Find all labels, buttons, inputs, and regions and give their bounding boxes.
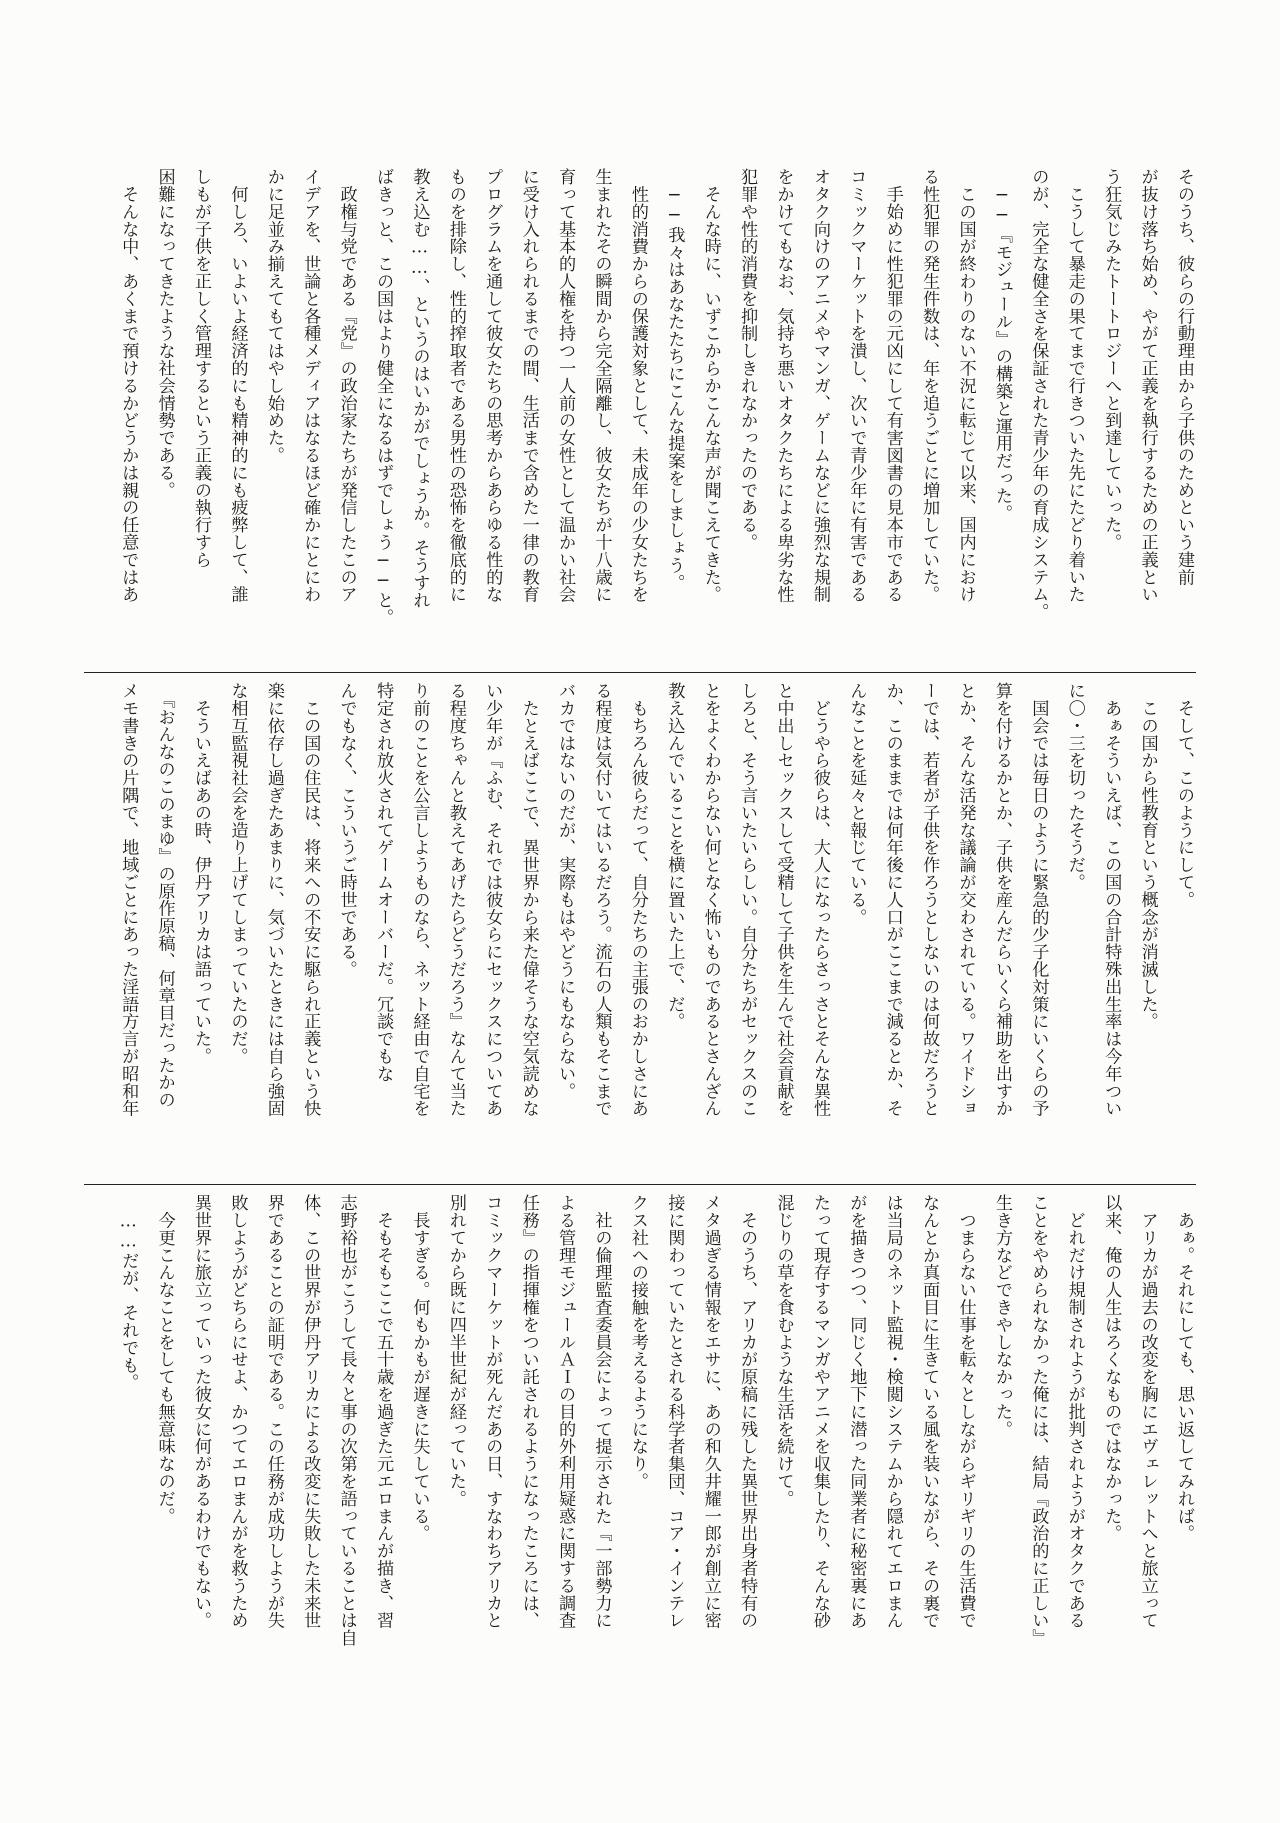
text-line: ……だが、それでも。 (118, 1194, 139, 1391)
text-line: そんな中、あくまで預けるかどうかは親の任意ではあ (118, 168, 139, 603)
text-line: ──『モジュール』の構築と運用だった。 (991, 168, 1012, 522)
text-line: そして、このようにして。 (1174, 682, 1194, 909)
text-line: る性犯罪の発生件数は、年を追うごとに増加していた。 (919, 168, 940, 603)
text-line: 教え込む……、というのはいかがでしょうか。そうすれ (409, 168, 430, 609)
text-line: のが、完全な健全さを保証された青少年の育成システム。 (1028, 168, 1049, 621)
text-line: は当局のネット監視・検閲システムから隠れてエロまん (882, 1194, 903, 1629)
text-line: に〇・三を切ったそうだ。 (1064, 682, 1085, 891)
text-line: たとえばここで、異世界から来た偉そうな空気読めな (518, 682, 539, 1117)
text-line: をかけてもなお、気持ち悪いオタクたちによる卑劣な性 (773, 168, 794, 603)
text-line: ーでは、若者が子供を作ろうとしないのは何故だろうと (919, 682, 940, 1117)
text-line: い少年が『ふむ、それでは彼女らにセックスについてあ (482, 682, 503, 1117)
text-line: そういえばあの時、伊丹アリカは語っていた。 (191, 682, 212, 1065)
text-line: バカではないのだが、実際もはやどうにもならない。 (555, 682, 576, 1100)
text-line: 敗しようがどちらにせよ、かつてエロまんがを救うため (227, 1194, 248, 1629)
text-line: 手始めに性犯罪の元凶にして有害図書の見本市である (882, 168, 903, 603)
text-line: プログラムを通して彼女たちの思考からあらゆる性的な (482, 168, 503, 603)
text-line: そのうち、アリカが原稿に残した異世界出身者特有の (737, 1194, 758, 1629)
text-line: 困難になってきたような社会情勢である。 (154, 168, 175, 499)
text-line: かに足並み揃えてもてはやし始めた。 (263, 168, 284, 464)
text-line: か、このままでは何年後に人口がここまで減るとか、そ (882, 682, 903, 1117)
text-line: この国が終わりのない不況に転じて以来、国内におけ (955, 168, 976, 603)
text-block-3 (84, 1194, 1202, 1714)
text-line: ことをやめられなかった俺には、結局『政治的に正しい』 (1028, 1194, 1049, 1647)
text-line: 生き方などできやしなかった。 (991, 1194, 1012, 1438)
text-line: 体、この世界が伊丹アリカによる改変に失敗した未来世 (300, 1194, 321, 1629)
section-divider (84, 672, 1196, 673)
text-line: 犯罪や性的消費を抑制しきれなかったのである。 (737, 168, 758, 551)
text-line: とか、そんな活発な議論が交わされている。ワイドショ (955, 682, 976, 1117)
text-line: な相互監視社会を造り上げてしまっていたのだ。 (227, 682, 248, 1065)
text-line: 性的消費からの保護対象として、未成年の少女たちを (627, 168, 648, 603)
text-line: 『おんなのこのまゆ』の原作原稿、何章目だったかの (154, 682, 175, 1109)
text-line: あぁそういえば、この国の合計特殊出生率は今年つい (1101, 682, 1122, 1117)
text-line: この国の住民は、将来への不安に駆られ正義という快 (300, 682, 321, 1117)
text-line: 今更こんなことをしても無意味なのだ。 (154, 1194, 175, 1525)
text-line: つまらない仕事を転々としながらギリギリの生活費で (955, 1194, 976, 1629)
text-line: 楽に依存し過ぎたあまりに、気づいたときには自ら強固 (263, 682, 284, 1117)
text-line: る程度ちゃんと教えてあげたらどうだろう』なんて当た (445, 682, 466, 1117)
text-line: 何しろ、いよいよ経済的にも精神的にも疲弊して、誰 (227, 168, 248, 603)
text-line: イデアを、世論と各種メディアはなるほど確かにとにわ (300, 168, 321, 603)
text-line: たって現存するマンガやアニメを収集したり、そんな砂 (809, 1194, 830, 1629)
text-line: もちろん彼らだって、自分たちの主張のおかしさにあ (627, 682, 648, 1117)
text-line: アリカが過去の改変を胸にエヴェレットへと旅立って (1137, 1194, 1158, 1629)
text-line: どうやら彼らは、大人になったらさっさとそんな異性 (809, 682, 830, 1117)
text-line: に受け入れられるまでの間、生活まで含めた一律の教育 (518, 168, 539, 603)
text-line: 混じりの草を食むような生活を続けて。 (773, 1194, 794, 1508)
text-line: コミックマーケットを潰し、次いで青少年に有害である (846, 168, 867, 603)
text-line: る程度は気付いてはいるだろう。流石の人類もそこまで (591, 682, 612, 1117)
text-line: ばきっと、この国はより健全になるはずでしょう──と。 (373, 168, 394, 626)
text-line: が抜け落ち始め、やがて正義を執行するための正義とい (1137, 168, 1158, 603)
text-line: んでもなく、こういうご時世である。 (336, 682, 357, 978)
text-line: そんな時に、いずこからかこんな声が聞こえてきた。 (700, 168, 721, 603)
section-divider (84, 1184, 1196, 1185)
text-line: 長すぎる。何もかもが遅きに失している。 (409, 1194, 430, 1542)
text-line: 教え込んでいることを横に置いた上で、だ。 (664, 682, 685, 1030)
text-line: ──我々はあなたたちにこんな提案をしましょう。 (664, 168, 685, 592)
text-line: こうして暴走の果てまで行きついた先にたどり着いた (1064, 168, 1085, 603)
text-line: 志野裕也がこうして長々と事の次第を語っていることは自 (336, 1194, 357, 1647)
text-line: ものを排除し、性的搾取者である男性の恐怖を徹底的に (445, 168, 466, 603)
text-line: と中出しセックスして受精して子供を生んで社会貢献を (773, 682, 794, 1117)
text-line: 界であることの証明である。この任務が成功しようが失 (263, 1194, 284, 1629)
text-line: よる管理モジュールＡＩの目的外利用疑惑に関する調査 (555, 1194, 576, 1629)
text-line: とをよくわからない何となく怖いものであるとさんざん (700, 682, 721, 1117)
text-line: う狂気じみたトートロジーへと到達していった。 (1101, 168, 1122, 551)
text-line: 育って基本的人権を持つ一人前の女性として温かい社会 (555, 168, 576, 603)
text-line: しろと、そう言いたいらしい。自分たちがセックスのこ (737, 682, 758, 1117)
text-line: メタ過ぎる情報をエサに、あの和久井耀一郎が創立に密 (700, 1194, 721, 1629)
text-line: がを描きつつ、同じく地下に潜った同業者に秘密裏にあ (846, 1194, 867, 1629)
text-line: 接に関わっていたとされる科学者集団、コア・インテレ (664, 1194, 685, 1629)
text-line: オタク向けのアニメやマンガ、ゲームなどに強烈な規制 (809, 168, 830, 603)
text-line: んなことを延々と報じている。 (846, 682, 867, 926)
text-line: どれだけ規制されようが批判されようがオタクである (1064, 1194, 1085, 1629)
text-line: そのうち、彼らの行動理由から子供のためという建前 (1174, 168, 1194, 586)
text-block-1 (84, 168, 1202, 660)
text-line: 社の倫理監査委員会によって提示された『一部勢力に (591, 1194, 612, 1629)
text-line: コミックマーケットが死んだあの日、すなわちアリカと (482, 1194, 503, 1629)
text-line: クス社への接触を考えるようになり。 (627, 1194, 648, 1490)
text-line: 生まれたその瞬間から完全隔離し、彼女たちが十八歳に (591, 168, 612, 603)
text-line: 特定され放火されてゲームオーバーだ。冗談でもな (373, 682, 394, 1083)
text-line: あぁ。それにしても、思い返してみれば。 (1174, 1194, 1194, 1542)
text-line: しもが子供を正しく管理するという正義の執行すら (191, 168, 212, 569)
text-block-2 (84, 682, 1202, 1170)
text-line: り前のことを公言しようものなら、ネット経由で自宅を (409, 682, 430, 1117)
text-line: 政権与党である『党』の政治家たちが発信したこのア (336, 168, 357, 603)
text-line: 以来、俺の人生はろくなものではなかった。 (1101, 1194, 1122, 1542)
text-line: そもそもここで五十歳を過ぎた元エロまんが描き、習 (373, 1194, 394, 1629)
text-line: この国から性教育という概念が消滅した。 (1137, 682, 1158, 1030)
text-line: 別れてから既に四半世紀が経っていた。 (445, 1194, 466, 1508)
text-line: 算を付けるかとか、子供を産んだらいくら補助を出すか (991, 682, 1012, 1117)
text-line: なんとか真面目に生きている風を装いながら、その裏で (919, 1194, 940, 1629)
text-line: 異世界に旅立っていった彼女に何があるわけでもない。 (191, 1194, 212, 1629)
text-line: 任務』の指揮権をつい託されるようになったころには、 (518, 1194, 539, 1629)
text-line: メモ書きの片隅で、地域ごとにあった淫語方言が昭和年 (118, 682, 139, 1117)
text-line: 国会では毎日のように緊急的少子化対策にいくらの予 (1028, 682, 1049, 1117)
